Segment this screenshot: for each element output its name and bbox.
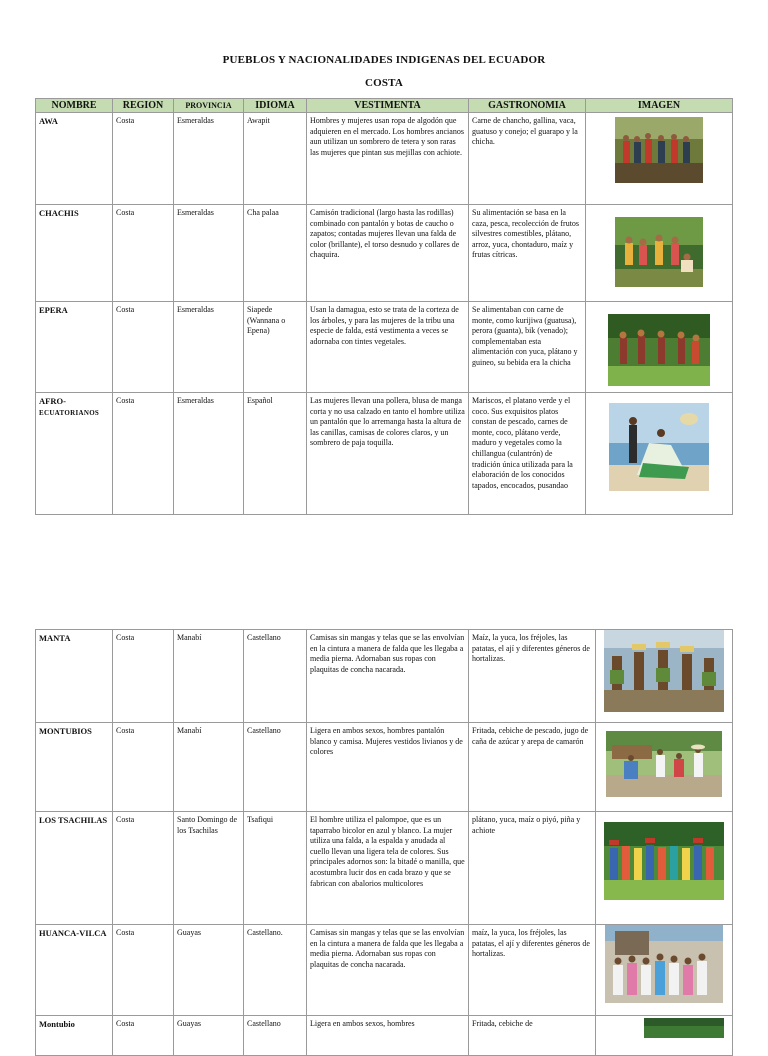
cell-vestimenta: Hombres y mujeres usan ropa de algodón que adquieren en el mercado. Los hombres ancianos aun utilizan un sombrero de tetera y son raras las mujeres que pintan sus mejillas con achiote. (307, 113, 469, 205)
cell-imagen (586, 393, 733, 515)
header-provincia: PROVINCIA (174, 99, 244, 113)
table-row (36, 302, 733, 393)
cell-region: Costa (113, 1016, 174, 1056)
afro-ecuatorianos-photo (609, 403, 709, 491)
cell-nombre: LOS TSACHILAS (36, 812, 113, 925)
cell-vestimenta: Camisas sin mangas y telas que se las envolvían en la cintura a manera de falda que les llegaba a media pierna. Adornaban sus ropas con plaquitas de concha nacarada. (307, 630, 469, 723)
table-row (36, 630, 733, 723)
cell-idioma: Siapede (Wannana o Epena) (244, 302, 307, 393)
cell-imagen (586, 113, 733, 205)
cell-gastronomia: Maíz, la yuca, los fréjoles, las patatas, el ají y diferentes géneros de hortalizas. (469, 630, 596, 723)
cell-nombre: AWA (36, 113, 113, 205)
cell-gastronomia: maíz, la yuca, los fréjoles, las patatas, el ají y diferentes géneros de hortalizas. (469, 925, 596, 1016)
cell-vestimenta: Usan la damagua, esto se trata de la corteza de los árboles, y para las mujeres de la tribu una especie de falda, está vestimenta a veces se adornaba con tintes vegetales. (307, 302, 469, 393)
montubios-photo (606, 731, 722, 797)
cell-region: Costa (113, 393, 174, 515)
cell-gastronomia: Carne de chancho, gallina, vaca, guatuso y conejo; el guarapo y la chicha. (469, 113, 586, 205)
cell-imagen (596, 723, 733, 812)
cell-provincia: Guayas (174, 925, 244, 1016)
cell-region: Costa (113, 812, 174, 925)
table-row (36, 205, 733, 302)
awa-photo (615, 117, 703, 183)
cell-idioma: Castellano (244, 1016, 307, 1056)
cell-region: Costa (113, 630, 174, 723)
cell-vestimenta: Camisón tradicional (largo hasta las rodillas) combinado con pantalón y botas de caucho o zapatos; contadas mujeres llevan una falda de color (brillante), el torso desnudo y collares de chaquira. (307, 205, 469, 302)
epera-photo (608, 314, 710, 386)
cell-nombre: MONTUBIOS (36, 723, 113, 812)
table-row (36, 393, 733, 515)
cell-imagen (586, 205, 733, 302)
table-row (36, 723, 733, 812)
cell-provincia: Guayas (174, 1016, 244, 1056)
cell-vestimenta: Ligera en ambos sexos, hombres pantalón blanco y camisa. Mujeres vestidos livianos y de colores (307, 723, 469, 812)
table-row (36, 1016, 733, 1056)
cell-imagen (596, 1016, 733, 1056)
cell-region: Costa (113, 113, 174, 205)
cell-vestimenta: Las mujeres llevan una pollera, blusa de manga corta y no usa calzado en tanto el hombre utiliza un pantalón que lo arremanga hasta la altura de las canillas, camisas de colores claros, y un sombrero de paja toquilla. (307, 393, 469, 515)
cell-idioma: Cha palaa (244, 205, 307, 302)
cell-idioma: Tsafiqui (244, 812, 307, 925)
cell-gastronomia: Su alimentación se basa en la caza, pesca, recolección de frutos silvestres comestibles, plátano, arroz, yuca, chontaduro, maíz y frutas cítricas. (469, 205, 586, 302)
cell-idioma: Castellano (244, 630, 307, 723)
cell-provincia: Manabí (174, 630, 244, 723)
cell-vestimenta: Ligera en ambos sexos, hombres (307, 1016, 469, 1056)
cell-region: Costa (113, 723, 174, 812)
cell-idioma: Castellano (244, 723, 307, 812)
cell-region: Costa (113, 925, 174, 1016)
cell-idioma: Español (244, 393, 307, 515)
cell-idioma: Awapit (244, 113, 307, 205)
cell-imagen (596, 630, 733, 723)
header-nombre: NOMBRE (36, 99, 113, 113)
cell-nombre: EPERA (36, 302, 113, 393)
header-imagen: IMAGEN (586, 99, 733, 113)
header-region: REGION (113, 99, 174, 113)
cell-gastronomia: Fritada, cebiche de (469, 1016, 596, 1056)
cell-gastronomia: Fritada, cebiche de pescado, jugo de caña de azúcar y arepa de camarón (469, 723, 596, 812)
cell-vestimenta: El hombre utiliza el palompoe, que es un taparrabo bicolor en azul y blanco. La mujer utiliza una falda, a la espalda y anudada al cuello llevan una ligera tela de colores. Sus principales adornos son: la bitadé o manilla, que acostumbra lucir dos en cada brazo y que se fabrican con abalorios multicolores (307, 812, 469, 925)
tsachilas-photo (604, 822, 724, 900)
cell-gastronomia: Mariscos, el platano verde y el coco. Sus exquisitos platos constan de pescado, carnes de monte, coco, plátano verde, maduro y vegetales como la chillangua (culantrón) de tradición única utilizada para la elaboración de los conocidos tapados, encocados, pusandao (469, 393, 586, 515)
cell-provincia: Esmeraldas (174, 113, 244, 205)
cell-provincia: Santo Domingo de los Tsachilas (174, 812, 244, 925)
header-vestimenta: VESTIMENTA (307, 99, 469, 113)
cell-imagen (596, 812, 733, 925)
cell-idioma: Castellano. (244, 925, 307, 1016)
header-idioma: IDIOMA (244, 99, 307, 113)
manta-photo (604, 630, 724, 712)
montubio-photo (644, 1018, 724, 1038)
header-gastronomia: GASTRONOMIA (469, 99, 586, 113)
pueblos-table-2 (35, 629, 733, 1056)
cell-nombre: HUANCA-VILCA (36, 925, 113, 1016)
cell-vestimenta: Camisas sin mangas y telas que se las envolvían en la cintura a manera de falda que les llegaba a media pierna. Adornaban sus ropas con plaquitas de concha nacarada. (307, 925, 469, 1016)
cell-nombre: MANTA (36, 630, 113, 723)
cell-nombre: AFRO- ECUATORIANOS (36, 393, 113, 515)
table-row (36, 812, 733, 925)
cell-provincia: Esmeraldas (174, 393, 244, 515)
table-header-row (36, 99, 733, 113)
table-row (36, 925, 733, 1016)
page-subtitle: COSTA (364, 77, 404, 89)
page-title: PUEBLOS Y NACIONALIDADES INDIGENAS DEL ECUADOR (222, 54, 546, 66)
cell-imagen (586, 302, 733, 393)
cell-gastronomia: Se alimentaban con carne de monte, como kurijiwa (guatusa), perora (guanta), bik (venado); complementaban esta alimentación con yuca, plátano y guineo, su bebida era la chicha (469, 302, 586, 393)
cell-region: Costa (113, 302, 174, 393)
chachis-photo (615, 217, 703, 287)
cell-provincia: Manabí (174, 723, 244, 812)
cell-provincia: Esmeraldas (174, 205, 244, 302)
cell-imagen (596, 925, 733, 1016)
cell-provincia: Esmeraldas (174, 302, 244, 393)
cell-region: Costa (113, 205, 174, 302)
table-row (36, 113, 733, 205)
cell-nombre: CHACHIS (36, 205, 113, 302)
huanca-vilca-photo (605, 925, 723, 1003)
pueblos-table-1 (35, 98, 733, 515)
cell-gastronomia: plátano, yuca, maíz o piyó, piña y achiote (469, 812, 596, 925)
cell-nombre: Montubio (36, 1016, 113, 1056)
